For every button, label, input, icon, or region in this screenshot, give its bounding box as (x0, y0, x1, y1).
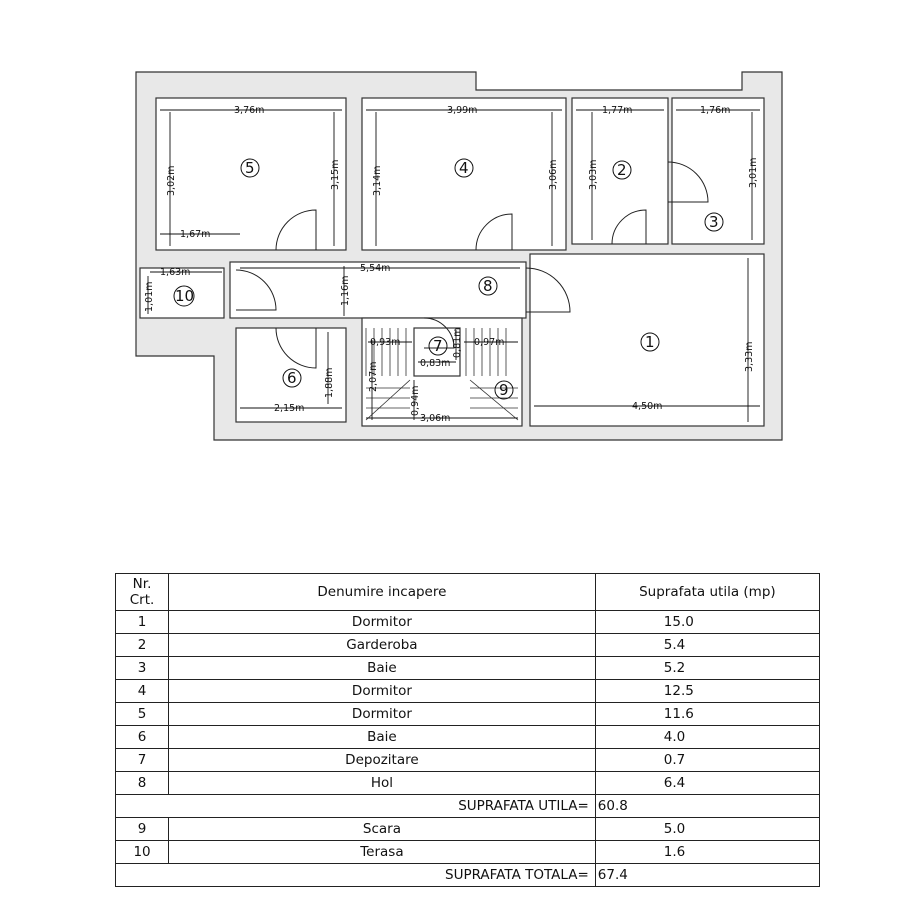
room-number-1: 1 (645, 333, 655, 351)
row-nr: 9 (116, 818, 169, 841)
dim-r7-width: 0,83m (420, 358, 451, 369)
row-area: 5.0 (595, 818, 819, 841)
dim-r2-height: 3,03m (588, 159, 599, 190)
room-number-8: 8 (483, 277, 493, 295)
table-row (116, 680, 820, 703)
room-number-4: 4 (459, 159, 469, 177)
dim-r5-sub: 1,67m (180, 229, 211, 240)
row-nr: 2 (116, 634, 169, 657)
row-area: 4.0 (595, 726, 819, 749)
dim-r6-width: 2,15m (274, 403, 305, 414)
row-area: 15.0 (595, 611, 819, 634)
room-number-7: 7 (433, 337, 443, 355)
table-row (116, 634, 820, 657)
header-nr: Nr. Crt. (116, 574, 169, 611)
row-nr: 1 (116, 611, 169, 634)
row-nr: 8 (116, 772, 169, 795)
dim-r4-height2: 3,06m (548, 159, 559, 190)
table-row (116, 611, 820, 634)
dim-r6-height: 1,88m (324, 367, 335, 398)
row-name: Hol (169, 772, 596, 795)
dim-r1-width: 4,50m (632, 401, 663, 412)
row-area: 1.6 (595, 841, 819, 864)
row-name: Depozitare (169, 749, 596, 772)
dim-r4-width: 3,99m (447, 105, 478, 116)
total-row (116, 864, 820, 887)
header-name: Denumire incapere (169, 574, 596, 611)
dim-r3-width: 1,76m (700, 105, 731, 116)
subtotal-value: 60.8 (595, 795, 819, 818)
dim-hall-height: 1,16m (340, 275, 351, 306)
row-nr: 6 (116, 726, 169, 749)
dim-r5-width: 3,76m (234, 105, 265, 116)
total-value: 67.4 (595, 864, 819, 887)
row-name: Baie (169, 657, 596, 680)
table-row (116, 772, 820, 795)
dim-r3-height: 3,01m (748, 157, 759, 188)
table-row (116, 841, 820, 864)
dim-r1-height: 3,33m (744, 341, 755, 372)
room-number-6: 6 (287, 369, 297, 387)
table-row (116, 726, 820, 749)
dim-r9-width: 3,06m (420, 413, 451, 424)
dim-r9-inner: 0,94m (410, 385, 421, 416)
table-header-row (116, 574, 820, 611)
room-number-5: 5 (245, 159, 255, 177)
row-area: 6.4 (595, 772, 819, 795)
dim-r7-left: 0,93m (370, 337, 401, 348)
dim-hall-width: 5,54m (360, 263, 391, 274)
row-name: Baie (169, 726, 596, 749)
table-body (116, 611, 820, 795)
room-number-10: 10 (175, 287, 195, 305)
table-row (116, 818, 820, 841)
row-nr: 4 (116, 680, 169, 703)
table-row (116, 703, 820, 726)
row-nr: 5 (116, 703, 169, 726)
row-name: Dormitor (169, 703, 596, 726)
room-number-9: 9 (499, 381, 509, 399)
header-area: Suprafata utila (mp) (595, 574, 819, 611)
area-table (115, 573, 820, 887)
row-nr: 3 (116, 657, 169, 680)
row-nr: 10 (116, 841, 169, 864)
row-name: Garderoba (169, 634, 596, 657)
row-name: Dormitor (169, 680, 596, 703)
dim-r2-width: 1,77m (602, 105, 633, 116)
area-table-wrap (115, 573, 820, 887)
row-area: 5.4 (595, 634, 819, 657)
dim-r10-width: 1,63m (160, 267, 191, 278)
dim-r10-height: 1,01m (144, 281, 155, 312)
table-row (116, 657, 820, 680)
dim-r4-height: 3,14m (372, 165, 383, 196)
dim-r7-height: 0,81m (452, 327, 463, 358)
room-number-2: 2 (617, 161, 627, 179)
row-name: Terasa (169, 841, 596, 864)
row-nr: 7 (116, 749, 169, 772)
dim-r5-height: 3,02m (166, 165, 177, 196)
total-label: SUPRAFATA TOTALA= (116, 864, 596, 887)
row-name: Dormitor (169, 611, 596, 634)
subtotal-row (116, 795, 820, 818)
row-name: Scara (169, 818, 596, 841)
dim-r5-height2: 3,15m (330, 159, 341, 190)
table-row (116, 749, 820, 772)
room-number-3: 3 (709, 213, 719, 231)
row-area: 5.2 (595, 657, 819, 680)
row-area: 11.6 (595, 703, 819, 726)
dim-r9-height: 2,07m (368, 361, 379, 392)
row-area: 0.7 (595, 749, 819, 772)
row-area: 12.5 (595, 680, 819, 703)
table-extra-body (116, 818, 820, 864)
dim-r7-right: 0,97m (474, 337, 505, 348)
subtotal-label: SUPRAFATA UTILA= (116, 795, 596, 818)
